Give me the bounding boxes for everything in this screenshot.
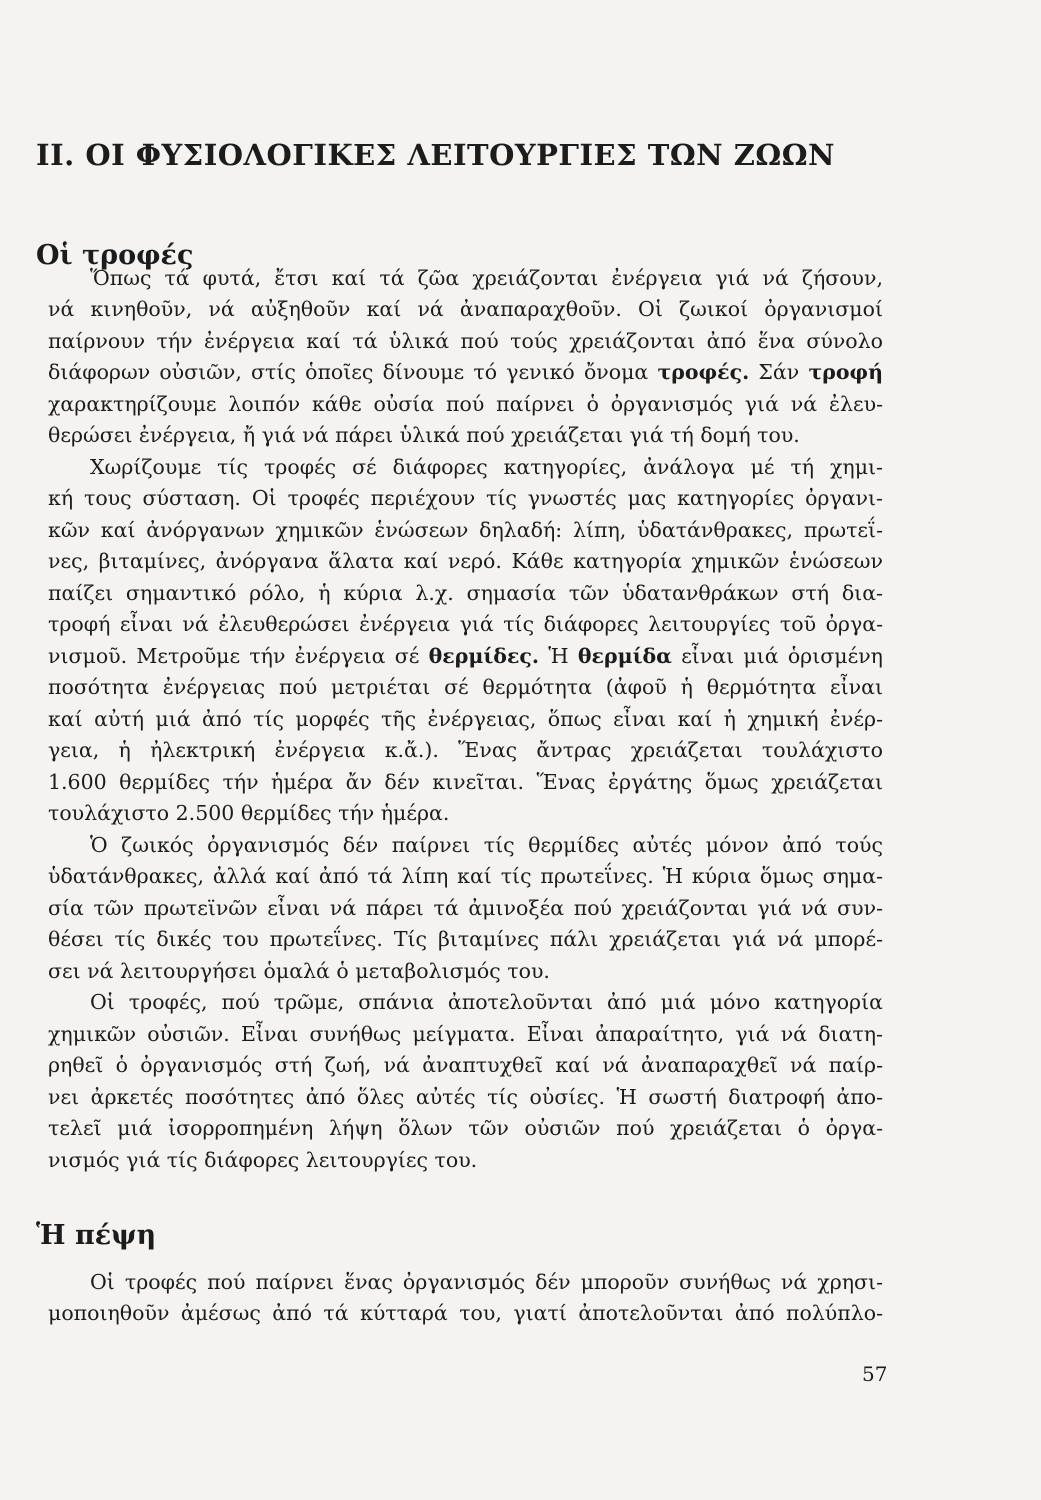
paragraph-line: καί αὐτή μιά ἀπό τίς μορφές τῆς ἐνέργειας, ὅπως εἶναι καί ἡ χημική ἐνέρ- xyxy=(48,707,883,731)
paragraph-line: χημικῶν οὐσιῶν. Εἶναι συνήθως μείγματα. Εἶναι ἀπαραίτητο, γιά νά διατη- xyxy=(48,1022,883,1046)
paragraph-line: ρηθεῖ ὁ ὀργανισμός στή ζωή, νά ἀναπτυχθεῖ καί νά ἀναπαραχθεῖ νά παίρ- xyxy=(48,1053,883,1077)
text-run: εἶναι μιά ὁρισμένη xyxy=(681,644,883,668)
paragraph-line: κῶν καί ἀνόργανων χημικῶν ἑνώσεων δηλαδή: λίπη, ὑδατάνθρακες, πρωτεΐ- xyxy=(48,518,883,542)
paragraph-line: νά κινηθοῦν, νά αὐξηθοῦν καί νά ἀναπαραχθοῦν. Οἱ ζωικοί ὀργανισμοί xyxy=(48,297,883,321)
paragraph-line: Ὁ ζωικός ὀργανισμός δέν παίρνει τίς θερμίδες αὐτές μόνον ἀπό τούς xyxy=(90,833,883,857)
paragraph-line: τελεῖ μιά ἰσορροπημένη λήψη ὅλων τῶν οὐσιῶν πού χρειάζεται ὁ ὀργα- xyxy=(48,1116,883,1140)
paragraph-line: σει νά λειτουργήσει ὁμαλά ὁ μεταβολισμός του. xyxy=(48,959,550,983)
paragraph-line: θερώσει ἐνέργεια, ἤ γιά νά πάρει ὑλικά πού χρειάζεται γιά τή δομή του. xyxy=(48,423,800,447)
paragraph-line: τουλάχιστο 2.500 θερμίδες τήν ἡμέρα. xyxy=(48,801,450,825)
paragraph-line: νει ἀρκετές ποσότητες ἀπό ὅλες αὐτές τίς οὐσίες. Ἡ σωστή διατροφή ἀπο- xyxy=(48,1085,883,1109)
paragraph-line: μοποιηθοῦν ἀμέσως ἀπό τά κύτταρά του, γιατί ἀποτελοῦνται ἀπό πολύπλο- xyxy=(48,1301,883,1325)
paragraph-line: χαρακτηρίζουμε λοιπόν κάθε οὐσία πού παίρνει ὁ ὀργανισμός γιά νά ἐλευ- xyxy=(48,392,883,416)
text-run: Ἡ xyxy=(548,644,569,668)
paragraph-line: Οἱ τροφές πού παίρνει ἕνας ὀργανισμός δέν μποροῦν συνήθως νά χρησι- xyxy=(90,1270,883,1294)
paragraph-line: γεια, ἡ ἠλεκτρική ἐνέργεια κ.ἄ.). Ἕνας ἄντρας χρειάζεται τουλάχιστο xyxy=(48,738,883,762)
paragraph-line xyxy=(48,362,883,383)
text-run: νισμοῦ. Μετροῦμε τήν ἐνέργεια σέ xyxy=(48,644,420,668)
text-run: διάφορων οὐσιῶν, στίς ὁποῖες δίνουμε τό γενικό ὄνομα xyxy=(48,360,649,384)
text-run: Σάν xyxy=(758,360,800,384)
paragraph-line: θέσει τίς δικές του πρωτεΐνες. Τίς βιταμίνες πάλι χρειάζεται γιά νά μπορέ- xyxy=(48,927,883,951)
paragraph-line: παίζει σημαντικό ρόλο, ἡ κύρια λ.χ. σημασία τῶν ὑδατανθράκων στή δια- xyxy=(48,581,883,605)
page-number: 57 xyxy=(862,1362,888,1386)
section-title-foods: Οἱ τροφές xyxy=(36,240,194,271)
paragraph-line: ὑδατάνθρακες, ἀλλά καί ἀπό τά λίπη καί τίς πρωτεΐνες. Ἡ κύρια ὅμως σημα- xyxy=(48,864,883,888)
paragraph-line: τροφή εἶναι νά ἐλευθερώσει ἐνέργεια γιά τίς διάφορες λειτουργίες τοῦ ὀργα- xyxy=(48,612,883,636)
paragraph-line: νες, βιταμίνες, ἀνόργανα ἅλατα καί νερό. Κάθε κατηγορία χημικῶν ἑνώσεων xyxy=(48,549,883,573)
section-title-digestion: Ἡ πέψη xyxy=(36,1220,157,1251)
term-thermides: θερμίδες. xyxy=(428,644,540,668)
paragraph-line: Χωρίζουμε τίς τροφές σέ διάφορες κατηγορίες, ἀνάλογα μέ τή χημι- xyxy=(90,455,883,479)
term-trofi: τροφή xyxy=(808,360,883,384)
paragraph-line: Οἱ τροφές, πού τρῶμε, σπάνια ἀποτελοῦνται ἀπό μιά μόνο κατηγορία xyxy=(90,990,883,1014)
paragraph-line: 1.600 θερμίδες τήν ἡμέρα ἄν δέν κινεῖται. Ἕνας ἐργάτης ὅμως χρειάζεται xyxy=(48,770,883,794)
term-trofes: τροφές. xyxy=(657,360,750,384)
paragraph-line: νισμός γιά τίς διάφορες λειτουργίες του. xyxy=(48,1148,478,1172)
paragraph-line: Ὅπως τά φυτά, ἔτσι καί τά ζῶα χρειάζονται ἐνέργεια γιά νά ζήσουν, xyxy=(90,266,883,290)
paragraph-line: παίρνουν τήν ἐνέργεια καί τά ὑλικά πού τούς χρειάζονται ἀπό ἕνα σύνολο xyxy=(48,329,883,353)
paragraph-line: σία τῶν πρωτεϊνῶν εἶναι νά πάρει τά ἀμινοξέα πού χρειάζονται γιά νά συν- xyxy=(48,896,883,920)
chapter-title: II. ΟΙ ΦΥΣΙΟΛΟΓΙΚΕΣ ΛΕΙΤΟΥΡΓΙΕΣ ΤΩΝ ΖΩΩΝ xyxy=(36,138,836,172)
paragraph-line: κή τους σύσταση. Οἱ τροφές περιέχουν τίς γνωστές μας κατηγορίες ὀργανι- xyxy=(48,486,883,510)
paragraph-line: ποσότητα ἐνέργειας πού μετριέται σέ θερμότητα (ἀφοῦ ἡ θερμότητα εἶναι xyxy=(48,675,883,699)
paragraph-line xyxy=(48,646,883,667)
term-thermida: θερμίδα xyxy=(577,644,672,668)
